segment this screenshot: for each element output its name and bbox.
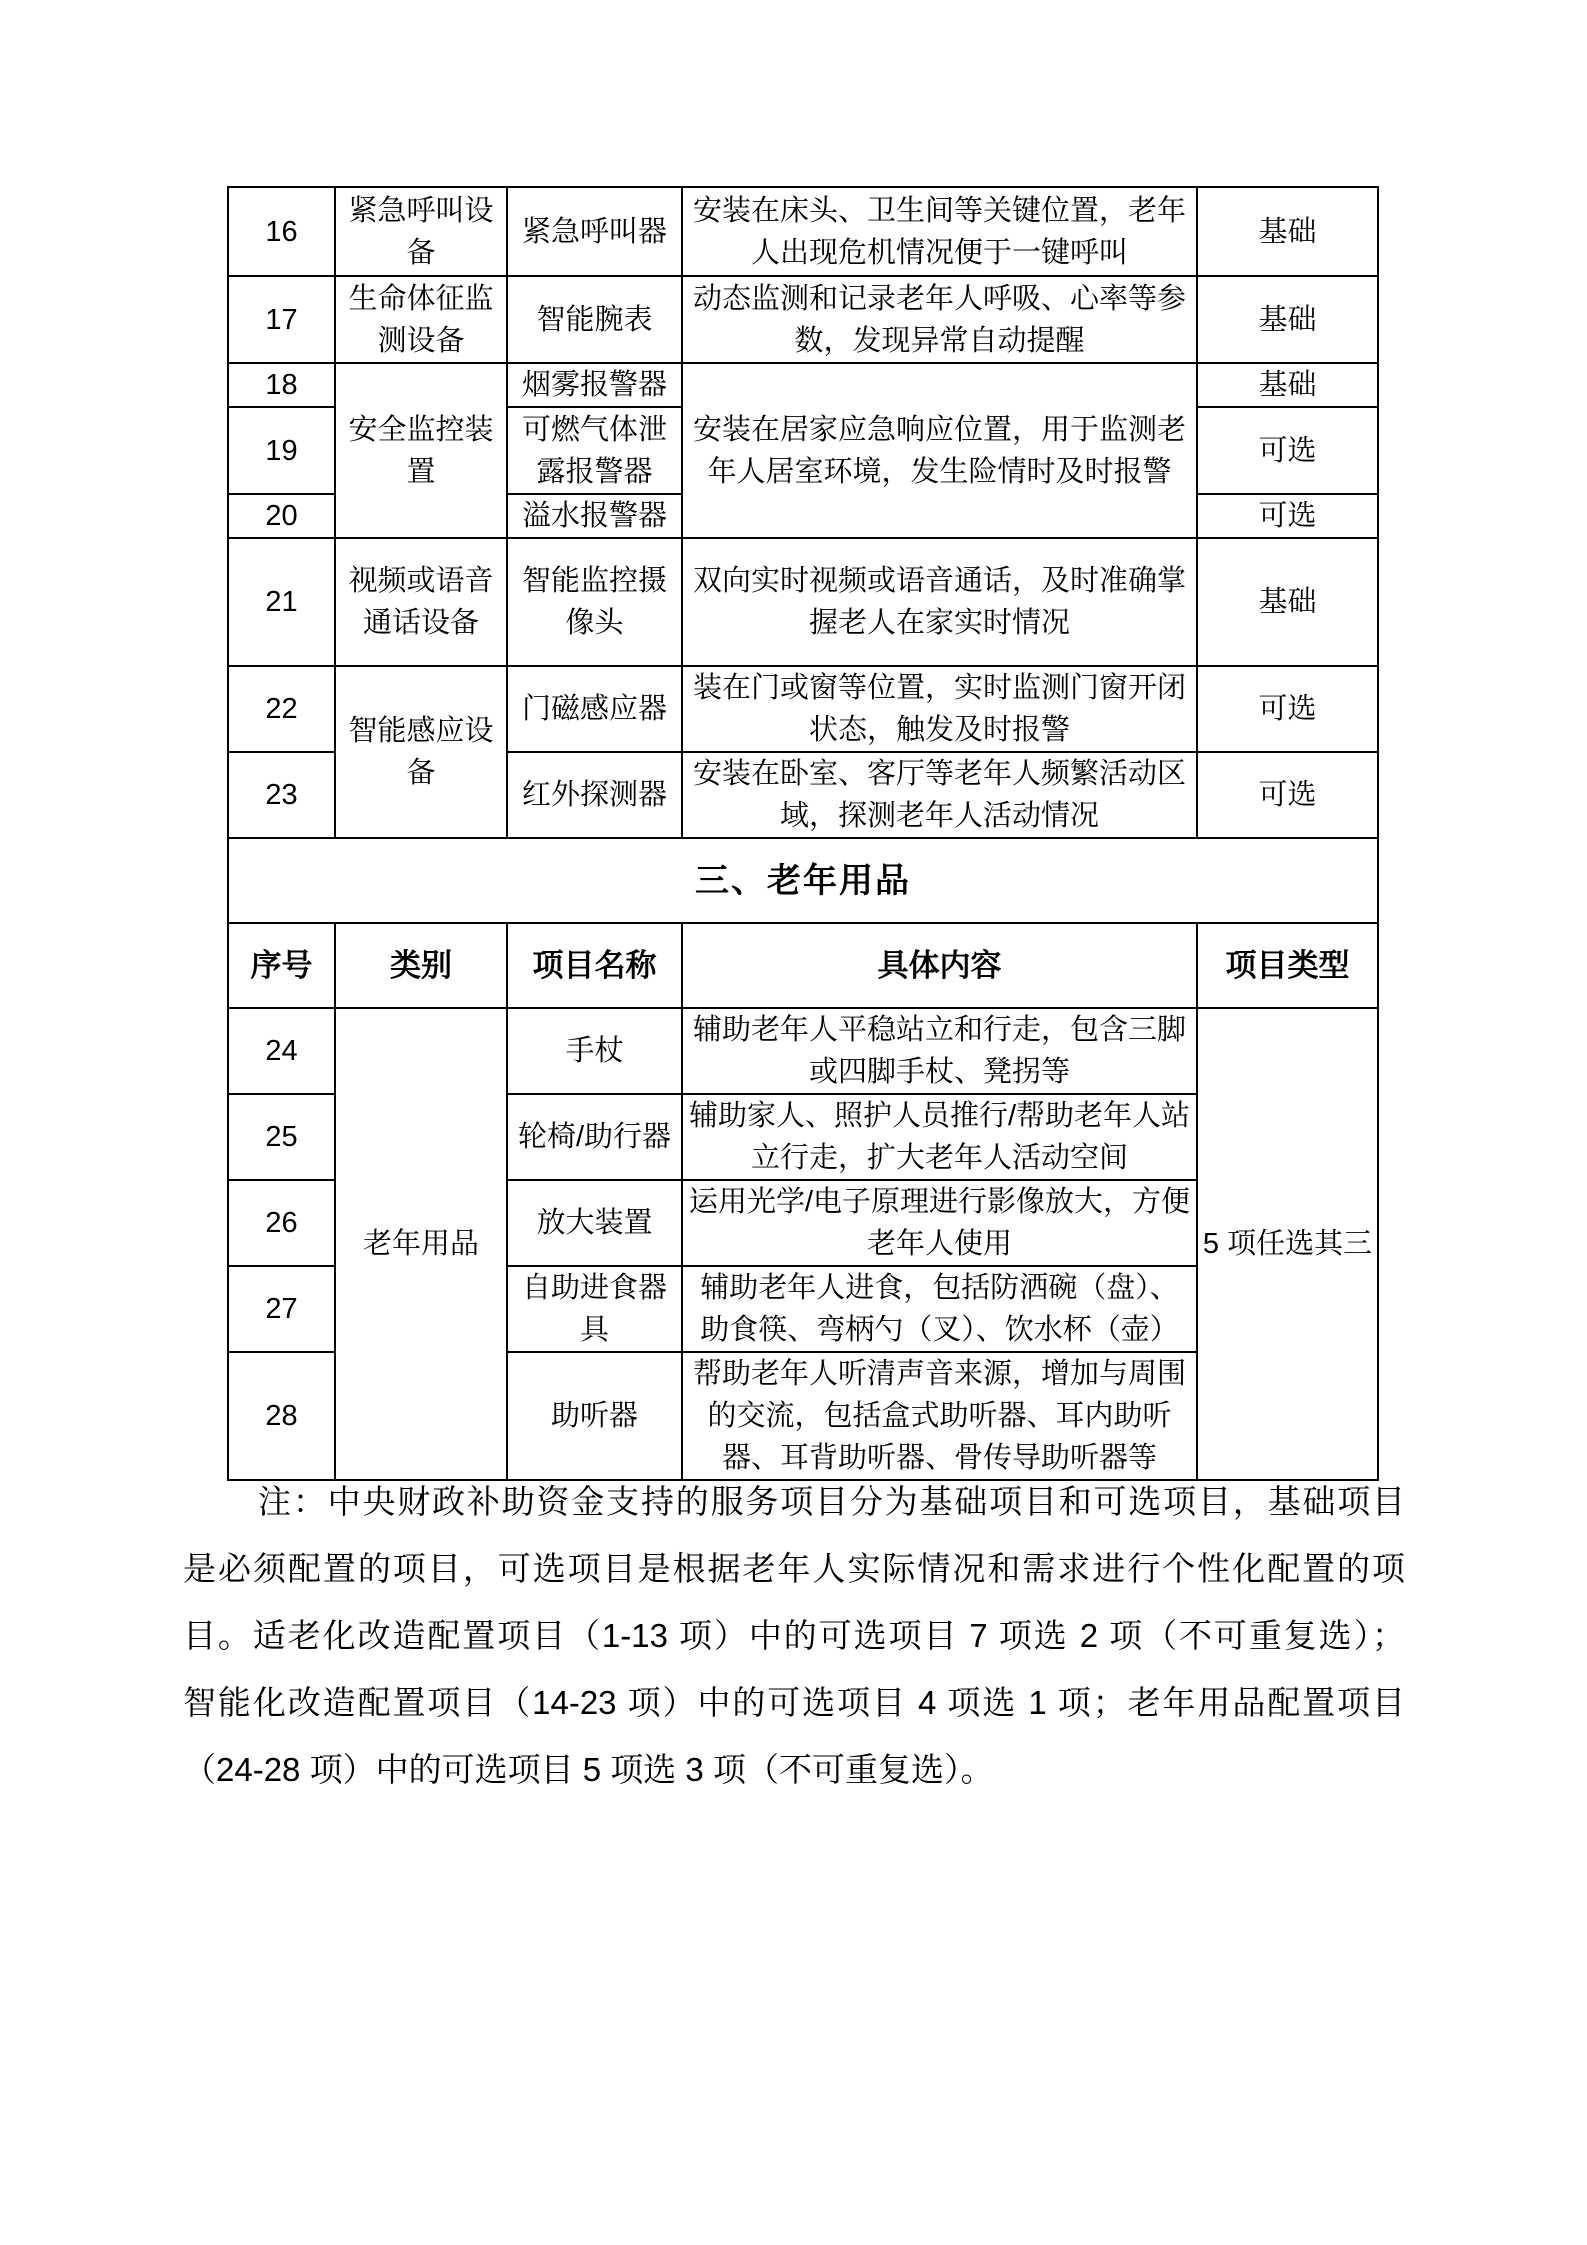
header-item-name: 项目名称 — [507, 923, 682, 1008]
row-17-name: 智能腕表 — [507, 276, 682, 363]
row-22-no: 22 — [228, 666, 335, 752]
row-26-name: 放大装置 — [507, 1180, 682, 1266]
row-19-type: 可选 — [1197, 407, 1378, 494]
row-28-name: 助听器 — [507, 1352, 682, 1480]
row-23-type: 可选 — [1197, 752, 1378, 838]
row-17-no: 17 — [228, 276, 335, 363]
table-row — [228, 666, 1378, 752]
row-26-details: 运用光学/电子原理进行影像放大，方便老年人使用 — [682, 1180, 1197, 1266]
row-21-category: 视频或语音通话设备 — [335, 538, 507, 666]
row-21-name: 智能监控摄像头 — [507, 538, 682, 666]
row-16-name: 紧急呼叫器 — [507, 187, 682, 276]
row-17-type: 基础 — [1197, 276, 1378, 363]
row-28-no: 28 — [228, 1352, 335, 1480]
footnote-line-2: 是必须配置的项目，可选项目是根据老年人实际情况和需求进行个性化配置的项 — [183, 1550, 1405, 1587]
row-20-no: 20 — [228, 494, 335, 538]
header-details: 具体内容 — [682, 923, 1197, 1008]
footnote-line-5: （24-28 项）中的可选项目 5 项选 3 项（不可重复选）。 — [183, 1751, 994, 1788]
table-row — [228, 363, 1378, 407]
row-18-20-details: 安装在居家应急响应位置，用于监测老年人居室环境，发生险情时及时报警 — [682, 363, 1197, 538]
row-27-no: 27 — [228, 1266, 335, 1352]
row-20-name: 溢水报警器 — [507, 494, 682, 538]
table-row — [228, 187, 1378, 276]
header-no: 序号 — [228, 923, 335, 1008]
row-22-type: 可选 — [1197, 666, 1378, 752]
row-16-category: 紧急呼叫设备 — [335, 187, 507, 276]
row-18-20-category: 安全监控装置 — [335, 363, 507, 538]
row-20-type: 可选 — [1197, 494, 1378, 538]
row-23-name: 红外探测器 — [507, 752, 682, 838]
row-18-name: 烟雾报警器 — [507, 363, 682, 407]
row-24-28-type: 5 项任选其三 — [1197, 1008, 1378, 1480]
row-25-name: 轮椅/助行器 — [507, 1094, 682, 1180]
row-18-type: 基础 — [1197, 363, 1378, 407]
row-24-name: 手杖 — [507, 1008, 682, 1094]
footnote-line-3: 目。适老化改造配置项目（1-13 项）中的可选项目 7 项选 2 项（不可重复选）； — [183, 1617, 1405, 1654]
row-16-details: 安装在床头、卫生间等关键位置，老年人出现危机情况便于一键呼叫 — [682, 187, 1197, 276]
table-row — [228, 1008, 1378, 1094]
row-16-no: 16 — [228, 187, 335, 276]
row-25-details: 辅助家人、照护人员推行/帮助老年人站立行走，扩大老年人活动空间 — [682, 1094, 1197, 1180]
row-23-details: 安装在卧室、客厅等老年人频繁活动区域，探测老年人活动情况 — [682, 752, 1197, 838]
row-27-details: 辅助老年人进食，包括防洒碗（盘）、助食筷、弯柄勺（叉）、饮水杯（壶） — [682, 1266, 1197, 1352]
table-header-row — [228, 923, 1378, 1008]
row-24-no: 24 — [228, 1008, 335, 1094]
header-item-type: 项目类型 — [1197, 923, 1378, 1008]
row-22-details: 装在门或窗等位置，实时监测门窗开闭状态，触发及时报警 — [682, 666, 1197, 752]
row-26-no: 26 — [228, 1180, 335, 1266]
row-21-no: 21 — [228, 538, 335, 666]
table-row — [228, 276, 1378, 363]
section-title: 三、老年用品 — [228, 838, 1378, 923]
row-19-name: 可燃气体泄露报警器 — [507, 407, 682, 494]
row-27-name: 自助进食器具 — [507, 1266, 682, 1352]
row-19-no: 19 — [228, 407, 335, 494]
header-category: 类别 — [335, 923, 507, 1008]
row-21-type: 基础 — [1197, 538, 1378, 666]
row-17-category: 生命体征监测设备 — [335, 276, 507, 363]
row-22-23-category: 智能感应设备 — [335, 666, 507, 838]
row-22-name: 门磁感应器 — [507, 666, 682, 752]
row-23-no: 23 — [228, 752, 335, 838]
footnote — [183, 1468, 1405, 1803]
row-25-no: 25 — [228, 1094, 335, 1180]
table-row — [228, 538, 1378, 666]
row-24-28-category: 老年用品 — [335, 1008, 507, 1480]
footnote-line-4: 智能化改造配置项目（14-23 项）中的可选项目 4 项选 1 项；老年用品配置项目 — [183, 1684, 1405, 1721]
row-28-details: 帮助老年人听清声音来源，增加与周围的交流，包括盒式助听器、耳内助听器、耳背助听器、骨传导助听器等 — [682, 1352, 1197, 1480]
equipment-table — [227, 186, 1379, 1481]
row-16-type: 基础 — [1197, 187, 1378, 276]
row-24-details: 辅助老年人平稳站立和行走，包含三脚或四脚手杖、凳拐等 — [682, 1008, 1197, 1094]
row-18-no: 18 — [228, 363, 335, 407]
section-title-row — [228, 838, 1378, 923]
row-17-details: 动态监测和记录老年人呼吸、心率等参数，发现异常自动提醒 — [682, 276, 1197, 363]
footnote-line-1: 注：中央财政补助资金支持的服务项目分为基础项目和可选项目，基础项目 — [258, 1483, 1405, 1520]
row-21-details: 双向实时视频或语音通话，及时准确掌握老人在家实时情况 — [682, 538, 1197, 666]
